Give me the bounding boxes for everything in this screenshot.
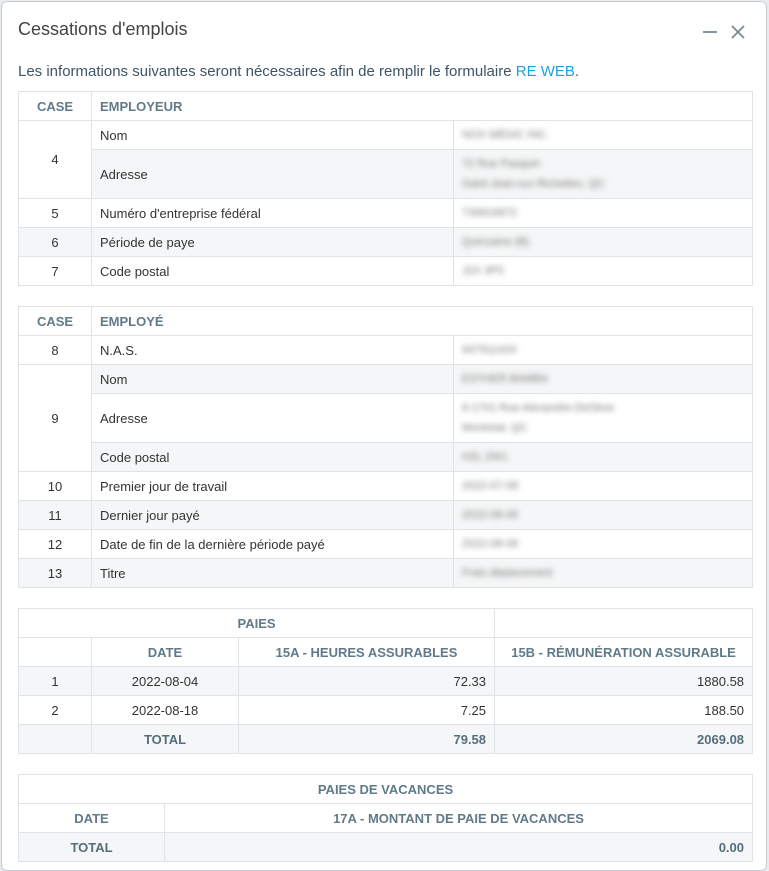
field-value-line1: 72 Rue Pasquin	[462, 158, 541, 170]
pay-index: 1	[19, 667, 92, 696]
field-label: Numéro d'entreprise fédéral	[92, 199, 454, 228]
field-label: N.A.S.	[92, 336, 454, 365]
case-number: 5	[19, 199, 92, 228]
pays-index-header	[19, 638, 92, 667]
table-row	[19, 667, 753, 696]
employee-section-header: EMPLOYÉ	[92, 307, 753, 336]
field-value-text: 2022-08-06	[462, 538, 519, 550]
re-web-link[interactable]: RE WEB	[515, 63, 575, 80]
field-value-text: ESTHER BAMBA	[462, 373, 549, 385]
intro-suffix: .	[574, 63, 580, 80]
field-label: Nom	[92, 121, 454, 150]
field-value	[454, 394, 753, 443]
pays-title: PAIES	[19, 609, 495, 638]
case-number: 11	[19, 501, 92, 530]
table-row	[19, 501, 753, 530]
case-number: 13	[19, 559, 92, 588]
field-value-text: NOX MÉDIC INC.	[462, 129, 550, 141]
field-value	[454, 121, 753, 150]
close-icon[interactable]	[727, 20, 749, 42]
table-row	[19, 559, 753, 588]
field-value-line2: Saint-Jean-sur-Richelieu, QC	[462, 178, 606, 190]
field-value-line1: 6-1701 Rue Alexandre-DeSève	[462, 402, 615, 414]
pays-15b-header: 15B - RÉMUNÉRATION ASSURABLE	[495, 638, 753, 667]
pay-hours: 72.33	[239, 667, 495, 696]
field-value-text: 2022-07-08	[462, 480, 519, 492]
case-number: 4	[19, 121, 92, 199]
modal-dialog	[1, 1, 767, 871]
case-number: 9	[19, 365, 92, 472]
table-row	[19, 257, 753, 286]
field-value-line2: Montréal, QC	[462, 422, 528, 434]
pays-total-pay: 2069.08	[495, 725, 753, 754]
pays-date-header: DATE	[92, 638, 239, 667]
field-value	[454, 228, 753, 257]
field-label: Code postal	[92, 257, 454, 286]
employer-section-header: EMPLOYEUR	[92, 92, 753, 121]
field-value-text: 947911424	[462, 344, 517, 356]
field-value	[454, 336, 753, 365]
pays-total-row	[19, 725, 753, 754]
field-value	[454, 257, 753, 286]
pays-total-hours: 79.58	[239, 725, 495, 754]
field-value-text: Frais déplacement	[462, 567, 553, 579]
table-row	[19, 472, 753, 501]
table-row	[19, 696, 753, 725]
modal-title: Cessations d'emplois	[18, 19, 188, 39]
employee-table	[18, 306, 753, 588]
pay-hours: 7.25	[239, 696, 495, 725]
table-row	[19, 121, 753, 150]
field-value	[454, 501, 753, 530]
pays-total-label: TOTAL	[92, 725, 239, 754]
field-value	[454, 472, 753, 501]
vacation-date-header: DATE	[19, 804, 165, 833]
table-row	[19, 394, 753, 443]
case-number: 10	[19, 472, 92, 501]
case-number: 8	[19, 336, 92, 365]
intro-text	[18, 63, 579, 80]
table-row	[19, 228, 753, 257]
field-value-text: Quinzaine (B)	[462, 236, 530, 248]
case-number: 12	[19, 530, 92, 559]
vacation-total-label: TOTAL	[19, 833, 165, 862]
pay-date: 2022-08-04	[92, 667, 239, 696]
field-label: Adresse	[92, 394, 454, 443]
employer-case-header: CASE	[19, 92, 92, 121]
employer-table	[18, 91, 753, 286]
field-value-text: 2022-08-06	[462, 509, 519, 521]
case-number: 6	[19, 228, 92, 257]
pays-table	[18, 608, 753, 754]
pay-date: 2022-08-18	[92, 696, 239, 725]
field-label: Date de fin de la dernière période payé	[92, 530, 454, 559]
vacation-17a-header: 17A - MONTANT DE PAIE DE VACANCES	[165, 804, 753, 833]
field-label: Code postal	[92, 443, 454, 472]
field-value	[454, 443, 753, 472]
pays-total-spacer	[19, 725, 92, 754]
field-label: Nom	[92, 365, 454, 394]
field-label: Titre	[92, 559, 454, 588]
pays-15a-header: 15A - HEURES ASSURABLES	[239, 638, 495, 667]
table-row	[19, 336, 753, 365]
table-row	[19, 365, 753, 394]
vacation-total-row	[19, 833, 753, 862]
table-row	[19, 443, 753, 472]
minimize-icon[interactable]	[699, 20, 721, 42]
field-value	[454, 559, 753, 588]
field-value	[454, 199, 753, 228]
field-label: Adresse	[92, 150, 454, 199]
vacation-total-value: 0.00	[165, 833, 753, 862]
field-value-text: J2X 3P5	[462, 265, 504, 277]
field-label: Dernier jour payé	[92, 501, 454, 530]
field-value	[454, 365, 753, 394]
field-label: Période de paye	[92, 228, 454, 257]
pays-title-spacer	[495, 609, 753, 638]
vacation-table	[18, 774, 753, 862]
field-value	[454, 150, 753, 199]
intro-sentence: Les informations suivantes seront nécessaires afin de remplir le formulaire	[18, 63, 516, 80]
field-label: Premier jour de travail	[92, 472, 454, 501]
employee-case-header: CASE	[19, 307, 92, 336]
field-value-text: 739916872	[462, 207, 518, 219]
case-number: 7	[19, 257, 92, 286]
table-row	[19, 530, 753, 559]
pay-amount: 188.50	[495, 696, 753, 725]
field-value	[454, 530, 753, 559]
pay-amount: 1880.58	[495, 667, 753, 696]
field-value-text: H2L 2W1	[462, 451, 508, 463]
table-row	[19, 199, 753, 228]
pay-index: 2	[19, 696, 92, 725]
table-row	[19, 150, 753, 199]
vacation-title: PAIES DE VACANCES	[19, 775, 753, 804]
